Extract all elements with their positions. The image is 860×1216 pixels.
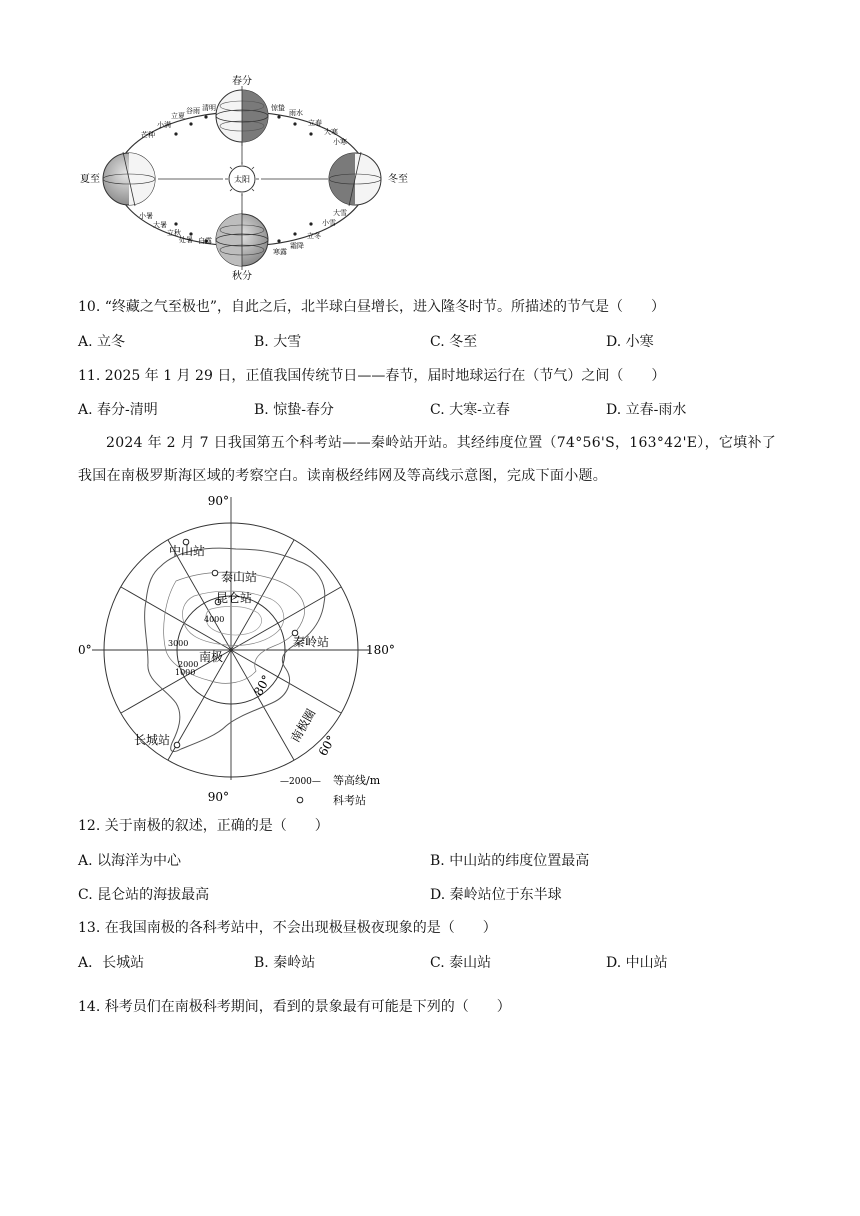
station-label-qinling: 秦岭站 [293,635,330,649]
antarctic-map [76,491,396,811]
question-13-option-d: D. 中山站 [606,955,668,971]
term-label: 谷雨 [186,107,200,115]
question-10-option-b: B. 大雪 [254,334,302,350]
term-label: 立冬 [307,232,321,240]
question-11-option-a: A. 春分-清明 [78,402,158,418]
legend-station-label: 科考站 [333,794,366,807]
question-10-stem: 10. “终藏之气至极也”，自此之后，北半球白昼增长，进入隆冬时节。所描述的节气是（ ） [78,299,666,315]
term-label: 白露 [198,237,212,245]
term-label: 小雪 [322,219,336,227]
question-11-option-c: C. 大寒-立春 [430,402,510,418]
question-12-option-a: A. 以海洋为中心 [78,853,182,869]
earth-summer-solstice [103,152,155,206]
term-label: 大暑 [153,221,167,229]
term-label: 处暑 [179,236,193,244]
contour-label-1000: 1000 [175,668,196,677]
antarctic-circle-label: 南极圈 [288,706,319,745]
question-12-option-d: D. 秦岭站位于东半球 [430,887,562,903]
south-pole-label: 南极 [199,650,224,664]
term-label: 立秋 [167,229,181,237]
longitude-label-bottom: 90° [207,790,229,804]
term-label: 惊蛰 [271,104,285,112]
latitude-label-60: 60° [315,732,339,759]
legend-contour-label: 等高线/m [333,774,381,787]
term-label: 小寒 [333,138,347,146]
question-12-option-c: C. 昆仑站的海拔最高 [78,887,210,903]
earth-autumnal-equinox [216,210,268,270]
map-legend [280,773,381,807]
longitude-label-left: 0° [78,643,92,657]
question-10-option-a: A. 立冬 [78,334,126,350]
question-14-stem: 14. 科考员们在南极科考期间，看到的景象最有可能是下列的（ ） [78,999,511,1015]
question-11-option-d: D. 立春-雨水 [606,402,687,418]
legend-contour-sample: —2000— [280,777,321,787]
contour-label-3000: 3000 [168,639,189,648]
station-label-taishan: 泰山站 [221,570,258,584]
station-label-zhongshan: 中山站 [169,544,206,558]
label-autumnal-equinox: 秋分 [232,271,252,282]
station-label-changcheng: 长城站 [134,733,171,747]
question-12-stem: 12. 关于南极的叙述，正确的是（ ） [78,818,329,834]
term-label: 立夏 [171,112,185,120]
question-12-option-b: B. 中山站的纬度位置最高 [430,853,590,869]
question-13-stem: 13. 在我国南极的各科考站中，不会出现极昼极夜现象的是（ ） [78,920,497,936]
question-13-option-b: B. 秦岭站 [254,955,316,971]
earth-vernal-equinox [216,86,268,146]
latitude-label-80: 80° [250,672,274,699]
term-label: 霜降 [290,242,304,250]
term-label: 清明 [202,104,216,112]
longitude-label-right: 180° [366,643,395,657]
term-label: 寒露 [273,248,287,256]
question-11-option-b: B. 惊蛰-春分 [254,402,334,418]
term-label: 立春 [308,119,322,127]
longitude-label-top: 90° [207,494,229,508]
term-label: 芒种 [141,131,155,139]
term-label: 小暑 [139,212,153,220]
term-label: 大雪 [333,209,347,217]
question-13-option-c: C. 泰山站 [430,955,492,971]
question-13-option-a: A．长城站 [78,955,145,971]
earth-winter-solstice [329,152,381,206]
term-label: 大寒 [324,128,338,136]
station-label-kunlun: 昆仑站 [216,591,253,605]
label-winter-solstice: 冬至 [388,174,408,185]
label-summer-solstice: 夏至 [80,174,100,185]
question-10-option-d: D. 小寒 [606,334,654,350]
question-11-stem: 11. 2025 年 1 月 29 日，正值我国传统节日——春节，届时地球运行在（节气）之间（ ） [78,368,666,384]
orbit-figure [78,72,418,282]
sun-label: 太阳 [234,175,250,184]
legend-station-icon [297,797,303,803]
label-vernal-equinox: 春分 [232,76,252,87]
intro-paragraph: 2024 年 2 月 7 日我国第五个科考站——秦岭站开站。其经纬度位置（74°56'S，163°42'E），它填补了我国在南极罗斯海区域的考察空白。读南极经纬网及等高线示意图，完成下面小题。 [78,435,777,484]
term-label: 小满 [157,121,171,129]
term-label: 雨水 [289,109,303,117]
contour-label-4000: 4000 [204,615,225,624]
question-10-option-c: C. 冬至 [430,334,478,350]
contour-label-2000: 2000 [178,660,199,669]
